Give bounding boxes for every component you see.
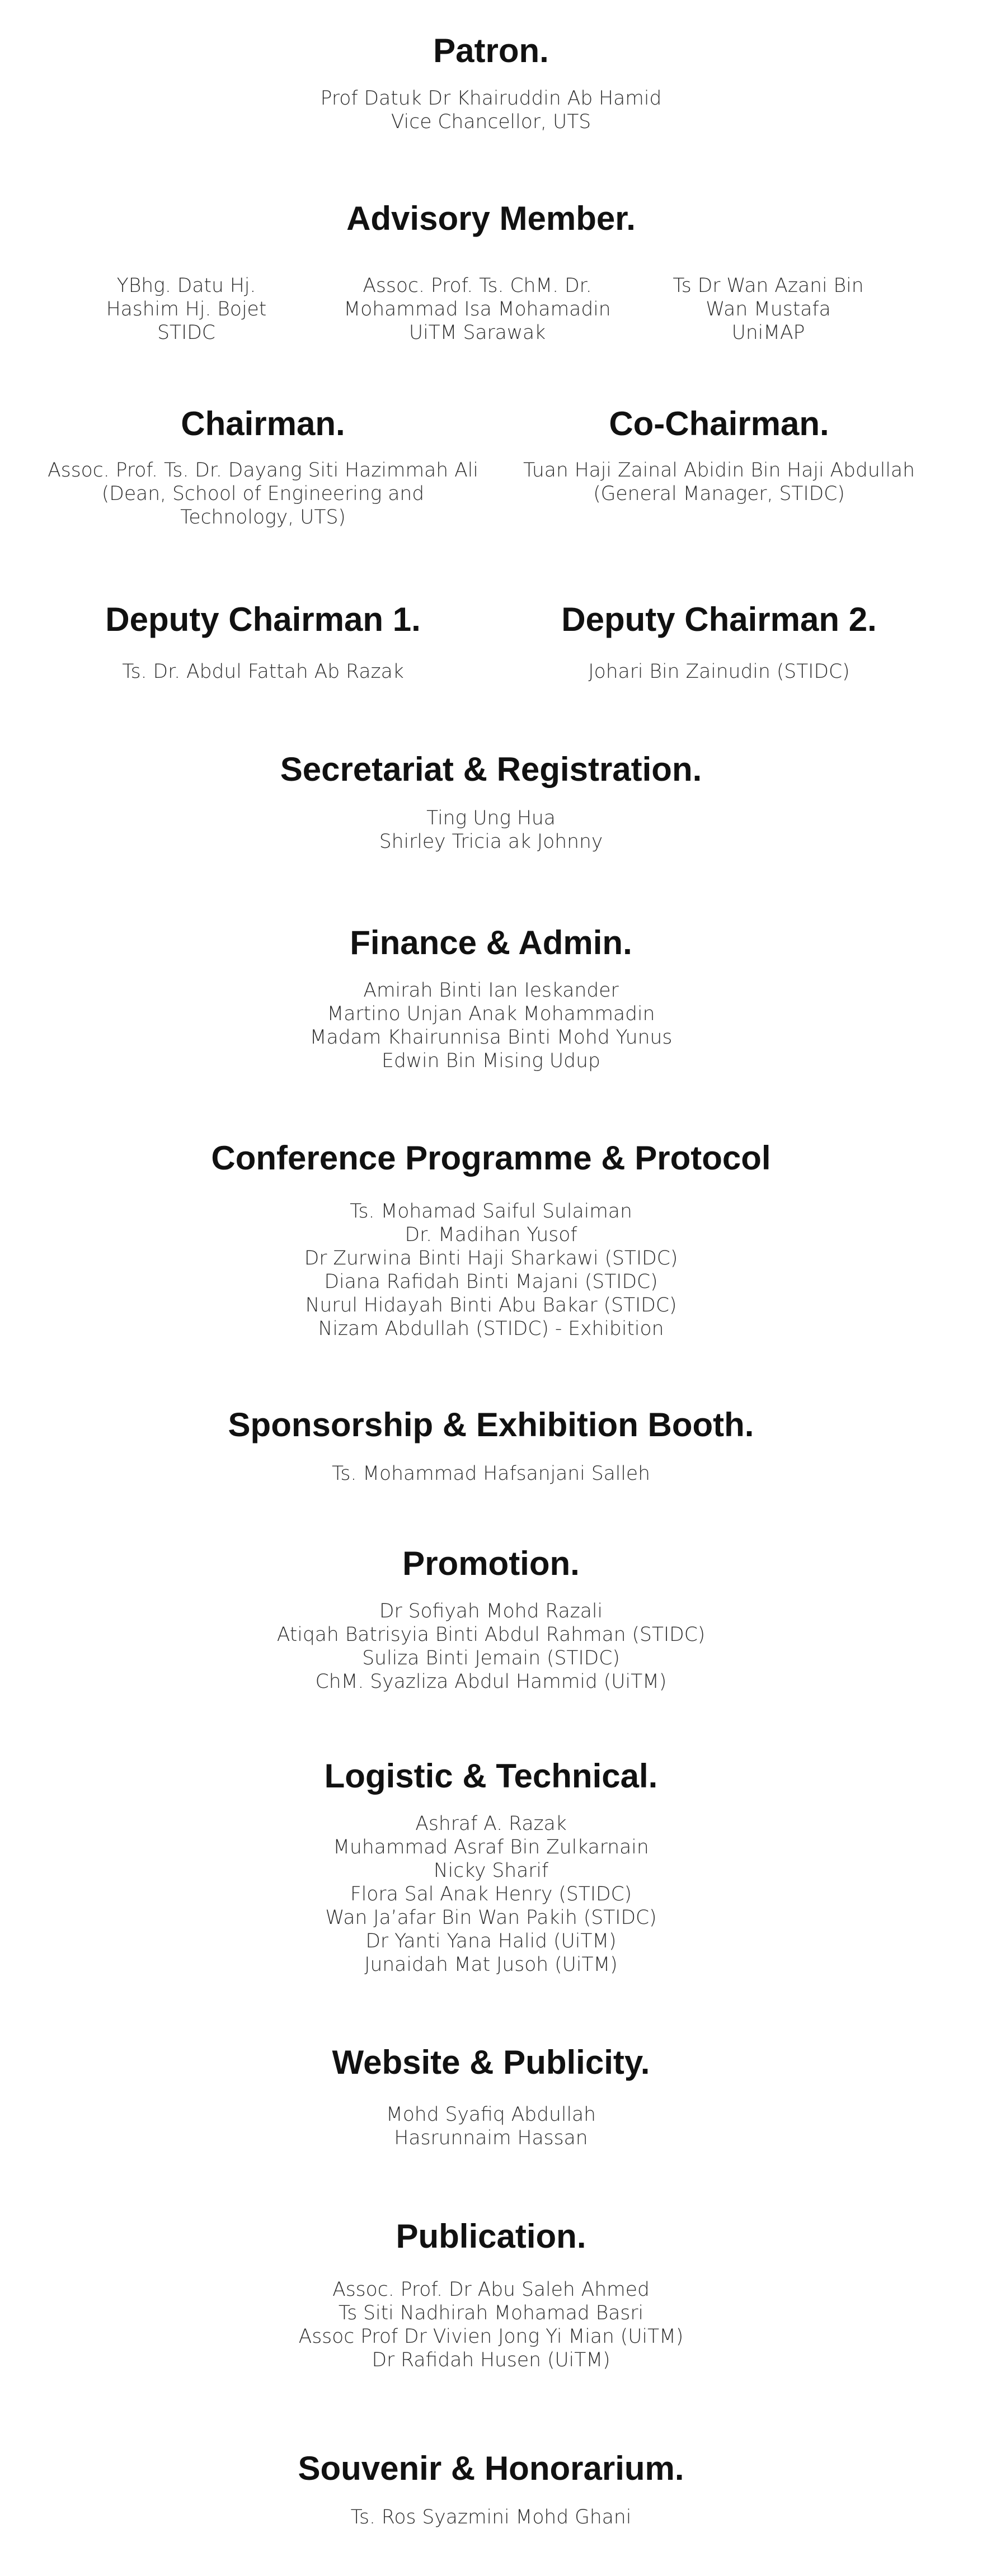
- name-line: Assoc Prof Dr Vivien Jong Yi Mian (UiTM): [298, 2325, 684, 2348]
- secretariat-section: [0, 749, 982, 853]
- name-line: ChM. Syazliza Abdul Hammid (UiTM): [315, 1671, 667, 1693]
- name-line: Dr. Madihan Yusof: [405, 1224, 577, 1246]
- name-line: Nicky Sharif: [433, 1860, 549, 1882]
- name-line: UniMAP: [731, 322, 805, 344]
- deputy-chairman-2-heading: Deputy Chairman 2.: [561, 601, 877, 638]
- name-line: Dr Yanti Yana Halid (UiTM): [365, 1930, 617, 1952]
- name-line: Dr Sofiyah Mohd Razali: [379, 1600, 603, 1622]
- name-line: Technology, UTS): [180, 506, 346, 529]
- name-line: Ashraf A. Razak: [415, 1813, 567, 1835]
- sponsorship-section: [0, 1405, 982, 1485]
- name-line: (Dean, School of Engineering and: [101, 483, 425, 505]
- name-line: Ts Dr Wan Azani Bin: [673, 275, 864, 297]
- name-line: Dr Zurwina Binti Haji Sharkawi (STIDC): [304, 1247, 678, 1270]
- name-line: Hashim Hj. Bojet: [106, 298, 267, 320]
- finance-heading: Finance & Admin.: [350, 924, 632, 961]
- chairman-heading: Chairman.: [181, 405, 345, 442]
- deputy-chairman-1-section: [34, 600, 492, 683]
- souvenir-section: [0, 2448, 982, 2529]
- finance-section: [0, 923, 982, 1073]
- name-line: Prof Datuk Dr Khairuddin Ab Hamid: [320, 87, 662, 110]
- name-line: Flora Sal Anak Henry (STIDC): [350, 1883, 632, 1905]
- name-line: Muhammad Asraf Bin Zulkarnain: [333, 1836, 649, 1858]
- chairman-section: [34, 404, 492, 529]
- name-line: YBhg. Datu Hj.: [116, 275, 256, 297]
- cochairman-heading: Co-Chairman.: [609, 405, 829, 442]
- secretariat-heading: Secretariat & Registration.: [280, 751, 702, 788]
- advisory-member-1: [30, 274, 343, 345]
- name-line: Ts. Dr. Abdul Fattah Ab Razak: [122, 660, 404, 683]
- name-line: UiTM Sarawak: [408, 322, 546, 344]
- name-line: Shirley Tricia ak Johnny: [379, 831, 603, 853]
- deputy-chairman-2-section: [490, 600, 948, 683]
- logistic-heading: Logistic & Technical.: [324, 1757, 658, 1795]
- patron-section: [0, 31, 982, 134]
- name-line: Hasrunnaim Hassan: [394, 2127, 588, 2149]
- sponsorship-heading: Sponsorship & Exhibition Booth.: [228, 1406, 754, 1443]
- advisory-heading: Advisory Member.: [346, 200, 636, 237]
- name-line: Nizam Abdullah (STIDC) - Exhibition: [318, 1318, 664, 1340]
- name-line: Wan Mustafa: [706, 298, 831, 320]
- patron-names: [0, 87, 982, 134]
- name-line: Diana Rafidah Binti Majani (STIDC): [324, 1271, 658, 1293]
- website-section: [0, 2042, 982, 2150]
- name-line: Vice Chancellor, UTS: [391, 111, 591, 133]
- patron-heading: Patron.: [433, 32, 549, 69]
- name-line: Atiqah Batrisyia Binti Abdul Rahman (STIDC): [276, 1624, 706, 1646]
- name-line: Edwin Bin Mising Udup: [382, 1050, 600, 1072]
- name-line: Assoc. Prof. Ts. ChM. Dr.: [363, 275, 592, 297]
- cochairman-section: [490, 404, 948, 506]
- website-heading: Website & Publicity.: [332, 2044, 650, 2081]
- name-line: STIDC: [157, 322, 215, 344]
- name-line: Madam Khairunnisa Binti Mohd Yunus: [309, 1026, 673, 1049]
- promotion-section: [0, 1544, 982, 1693]
- logistic-section: [0, 1756, 982, 1976]
- name-line: Mohammad Isa Mohamadin: [344, 298, 611, 320]
- name-line: Amirah Binti Ian Ieskander: [363, 979, 619, 1002]
- advisory-member-2: [321, 274, 634, 345]
- publication-section: [0, 2216, 982, 2372]
- name-line: Dr Rafidah Husen (UiTM): [372, 2349, 610, 2371]
- name-line: Ts. Mohamad Saiful Sulaiman: [350, 1200, 632, 1223]
- name-line: Assoc. Prof. Dr Abu Saleh Ahmed: [332, 2278, 650, 2301]
- name-line: Johari Bin Zainudin (STIDC): [588, 660, 850, 683]
- programme-heading: Conference Programme & Protocol: [211, 1139, 771, 1177]
- name-line: Ts. Ros Syazmini Mohd Ghani: [350, 2506, 632, 2528]
- name-line: Suliza Binti Jemain (STIDC): [362, 1647, 620, 1669]
- name-line: Assoc. Prof. Ts. Dr. Dayang Siti Hazimmah Ali: [48, 459, 478, 482]
- name-line: Tuan Haji Zainal Abidin Bin Haji Abdullah: [523, 459, 915, 482]
- name-line: Ts. Mohammad Hafsanjani Salleh: [331, 1462, 651, 1485]
- name-line: Mohd Syafiq Abdullah: [386, 2103, 596, 2126]
- name-line: Wan Ja’afar Bin Wan Pakih (STIDC): [325, 1907, 657, 1929]
- advisory-heading-section: [0, 199, 982, 239]
- advisory-member-3: [612, 274, 925, 345]
- publication-heading: Publication.: [396, 2218, 586, 2255]
- name-line: Ts Siti Nadhirah Mohamad Basri: [338, 2302, 644, 2324]
- souvenir-heading: Souvenir & Honorarium.: [298, 2450, 684, 2487]
- name-line: (General Manager, STIDC): [593, 483, 845, 505]
- deputy-chairman-1-heading: Deputy Chairman 1.: [105, 601, 421, 638]
- name-line: Nurul Hidayah Binti Abu Bakar (STIDC): [305, 1294, 677, 1317]
- name-line: Junaidah Mat Jusoh (UiTM): [364, 1954, 618, 1976]
- name-line: Martino Unjan Anak Mohammadin: [327, 1003, 655, 1025]
- promotion-heading: Promotion.: [402, 1545, 580, 1582]
- programme-section: [0, 1138, 982, 1341]
- name-line: Ting Ung Hua: [426, 807, 556, 829]
